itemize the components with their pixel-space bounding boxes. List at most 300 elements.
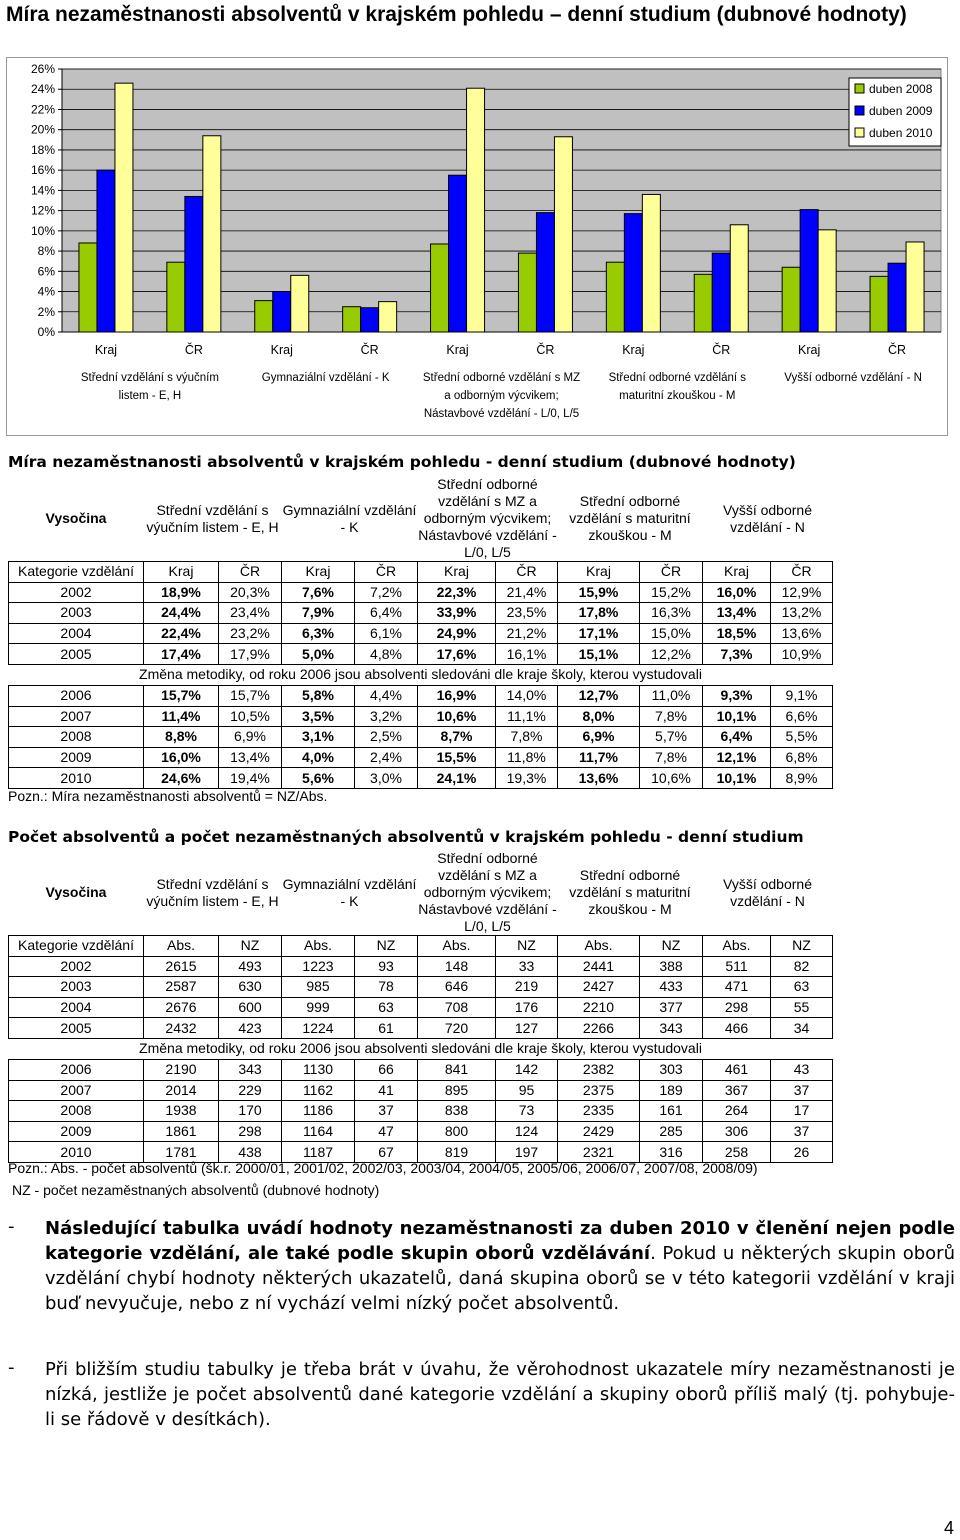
page-title: Míra nezaměstnanosti absolventů v krajském pohledu – denní studium (dubnové hodnoty) xyxy=(6,3,907,26)
bar-duben-2008-4 xyxy=(343,307,361,332)
value-cell: 306 xyxy=(703,1121,771,1142)
region-label: Vysočina xyxy=(45,884,107,900)
value-cell: 5,6% xyxy=(282,768,355,789)
value-cell: 10,1% xyxy=(703,768,771,789)
value-cell: 895 xyxy=(418,1080,496,1101)
value-cell: 41 xyxy=(355,1080,418,1101)
year-cell: 2007 xyxy=(9,706,144,727)
y-tick-label: 18% xyxy=(30,142,55,157)
value-cell: 6,4% xyxy=(355,603,418,624)
value-cell: 4,4% xyxy=(355,685,418,706)
table-row xyxy=(9,1121,833,1142)
value-cell: 10,5% xyxy=(219,706,282,727)
table-row xyxy=(9,1059,833,1080)
value-cell: 10,6% xyxy=(418,706,496,727)
year-cell: 2006 xyxy=(9,685,144,706)
y-tick-label: 14% xyxy=(30,183,55,198)
value-cell: 841 xyxy=(418,1059,496,1080)
value-cell: 15,5% xyxy=(418,747,496,768)
bar-duben-2009-6 xyxy=(536,213,554,332)
value-cell: 17 xyxy=(771,1101,833,1122)
bar-duben-2009-8 xyxy=(712,253,730,332)
value-cell: 33 xyxy=(496,956,558,977)
y-tick-label: 6% xyxy=(37,264,55,279)
subheader-cell: Kraj xyxy=(144,562,219,583)
value-cell: 600 xyxy=(219,997,282,1018)
value-cell: 124 xyxy=(496,1121,558,1142)
value-cell: 93 xyxy=(355,956,418,977)
bar-duben-2009-5 xyxy=(449,175,467,332)
group-header: Gymnaziální vzdělání - K xyxy=(282,875,417,909)
year-cell: 2005 xyxy=(9,644,144,665)
category-label: ČR xyxy=(712,343,731,357)
chart-frame xyxy=(6,57,948,436)
bar-duben-2009-1 xyxy=(97,170,115,332)
value-cell: 23,5% xyxy=(496,603,558,624)
value-cell: 43 xyxy=(771,1059,833,1080)
table-row xyxy=(9,603,833,624)
value-cell: 61 xyxy=(355,1018,418,1039)
subheader-cell: Kategorie vzdělání xyxy=(9,936,144,957)
value-cell: 8,7% xyxy=(418,727,496,748)
year-cell: 2004 xyxy=(9,997,144,1018)
bar-duben-2010-2 xyxy=(203,136,221,332)
value-cell: 23,4% xyxy=(219,603,282,624)
value-cell: 10,9% xyxy=(771,644,833,665)
bar-duben-2010-7 xyxy=(642,194,660,332)
subheader-cell: NZ xyxy=(219,936,282,957)
value-cell: 433 xyxy=(640,977,703,998)
value-cell: 2375 xyxy=(558,1080,640,1101)
year-cell: 2008 xyxy=(9,1101,144,1122)
value-cell: 2676 xyxy=(144,997,219,1018)
value-cell: 13,6% xyxy=(558,768,640,789)
value-cell: 82 xyxy=(771,956,833,977)
value-cell: 5,8% xyxy=(282,685,355,706)
group-header: Vyšší odborné vzdělání - N xyxy=(723,501,812,535)
group-label: Střední odborné vzdělání s xyxy=(608,372,747,384)
legend-swatch xyxy=(855,106,864,115)
value-cell: 63 xyxy=(771,977,833,998)
value-cell: 9,3% xyxy=(703,685,771,706)
value-cell: 2335 xyxy=(558,1101,640,1122)
group-label: Vyšší odborné vzdělání - N xyxy=(784,372,922,384)
value-cell: 37 xyxy=(355,1101,418,1122)
table-row xyxy=(9,997,833,1018)
table2-title: Počet absolventů a počet nezaměstnaných absolventů v krajském pohledu - denní studium xyxy=(8,828,804,846)
value-cell: 2,4% xyxy=(355,747,418,768)
value-cell: 16,0% xyxy=(144,747,219,768)
bar-duben-2009-4 xyxy=(361,308,379,332)
bar-duben-2008-2 xyxy=(167,262,185,332)
table-row xyxy=(9,956,833,977)
value-cell: 11,8% xyxy=(496,747,558,768)
table1-title: Míra nezaměstnanosti absolventů v krajském pohledu - denní studium (dubnové hodnoty) xyxy=(8,453,796,471)
group-label: Gymnaziální vzdělání - K xyxy=(261,372,390,384)
value-cell: 2587 xyxy=(144,977,219,998)
y-tick-label: 2% xyxy=(37,304,55,319)
bar-duben-2008-8 xyxy=(694,274,712,332)
value-cell: 73 xyxy=(496,1101,558,1122)
value-cell: 26 xyxy=(771,1142,833,1163)
value-cell: 7,9% xyxy=(282,603,355,624)
subheader-cell: Abs. xyxy=(282,936,355,957)
value-cell: 999 xyxy=(282,997,355,1018)
year-cell: 2010 xyxy=(9,768,144,789)
y-tick-label: 12% xyxy=(30,203,55,218)
bar-duben-2009-9 xyxy=(800,210,818,332)
table-row xyxy=(9,727,833,748)
value-cell: 95 xyxy=(496,1080,558,1101)
value-cell: 7,6% xyxy=(282,582,355,603)
value-cell: 67 xyxy=(355,1142,418,1163)
year-cell: 2005 xyxy=(9,1018,144,1039)
value-cell: 197 xyxy=(496,1142,558,1163)
value-cell: 24,4% xyxy=(144,603,219,624)
value-cell: 12,2% xyxy=(640,644,703,665)
value-cell: 15,1% xyxy=(558,644,640,665)
methodology-note-row xyxy=(9,1038,833,1059)
group-header: Střední vzdělání s výučním listem - E, H xyxy=(146,875,279,909)
year-cell: 2003 xyxy=(9,977,144,998)
legend-swatch xyxy=(855,128,864,137)
value-cell: 720 xyxy=(418,1018,496,1039)
value-cell: 22,4% xyxy=(144,623,219,644)
value-cell: 148 xyxy=(418,956,496,977)
value-cell: 630 xyxy=(219,977,282,998)
bar-duben-2008-9 xyxy=(782,267,800,332)
y-tick-label: 4% xyxy=(37,284,55,299)
value-cell: 13,2% xyxy=(771,603,833,624)
legend-label: duben 2010 xyxy=(869,126,933,140)
value-cell: 3,0% xyxy=(355,768,418,789)
value-cell: 13,4% xyxy=(703,603,771,624)
value-cell: 12,7% xyxy=(558,685,640,706)
value-cell: 16,1% xyxy=(496,644,558,665)
value-cell: 6,1% xyxy=(355,623,418,644)
value-cell: 12,1% xyxy=(703,747,771,768)
value-cell: 8,8% xyxy=(144,727,219,748)
subheader-cell: Abs. xyxy=(418,936,496,957)
value-cell: 19,3% xyxy=(496,768,558,789)
value-cell: 1861 xyxy=(144,1121,219,1142)
value-cell: 2615 xyxy=(144,956,219,977)
value-cell: 367 xyxy=(703,1080,771,1101)
table-row xyxy=(9,977,833,998)
value-cell: 19,4% xyxy=(219,768,282,789)
value-cell: 11,0% xyxy=(640,685,703,706)
category-label: ČR xyxy=(536,343,555,357)
year-cell: 2007 xyxy=(9,1080,144,1101)
subheader-cell: Abs. xyxy=(703,936,771,957)
value-cell: 161 xyxy=(640,1101,703,1122)
paragraph-2 xyxy=(45,1357,955,1432)
value-cell: 7,8% xyxy=(496,727,558,748)
subheader-cell: NZ xyxy=(355,936,418,957)
value-cell: 24,6% xyxy=(144,768,219,789)
unemployment-rate-table xyxy=(8,476,833,789)
value-cell: 264 xyxy=(703,1101,771,1122)
value-cell: 2014 xyxy=(144,1080,219,1101)
value-cell: 18,9% xyxy=(144,582,219,603)
value-cell: 343 xyxy=(640,1018,703,1039)
legend-label: duben 2009 xyxy=(869,104,933,118)
bar-duben-2008-7 xyxy=(606,262,624,332)
paragraph-2-text: Při bližším studiu tabulky je třeba brát v úvahu, že věrohodnost ukazatele míry nezaměstnanosti je nízká, jestliže je počet absolventů dané kategorie vzdělání a skupiny oborů příliš malý (tj. pohybuje-li se řádově v desítkách). xyxy=(45,1359,955,1430)
group-header: Střední odborné vzdělání s maturitní zkouškou - M xyxy=(569,493,691,543)
subheader-cell: ČR xyxy=(219,562,282,583)
paragraph-1 xyxy=(45,1216,955,1316)
subheader-cell: Kraj xyxy=(558,562,640,583)
value-cell: 285 xyxy=(640,1121,703,1142)
bar-duben-2009-2 xyxy=(185,196,203,332)
table2-footnote-1: Pozn.: Abs. - počet absolventů (šk.r. 2000/01, 2001/02, 2002/03, 2003/04, 2004/05, 2005/06, 2006/07, 2007/08, 2008/09) xyxy=(8,1160,758,1176)
value-cell: 11,1% xyxy=(496,706,558,727)
value-cell: 14,0% xyxy=(496,685,558,706)
value-cell: 9,1% xyxy=(771,685,833,706)
value-cell: 493 xyxy=(219,956,282,977)
subheader-cell: NZ xyxy=(640,936,703,957)
value-cell: 15,9% xyxy=(558,582,640,603)
table-row xyxy=(9,582,833,603)
value-cell: 16,3% xyxy=(640,603,703,624)
value-cell: 377 xyxy=(640,997,703,1018)
value-cell: 2,5% xyxy=(355,727,418,748)
group-header: Gymnaziální vzdělání - K xyxy=(282,501,417,535)
y-tick-label: 16% xyxy=(30,163,55,178)
year-cell: 2009 xyxy=(9,747,144,768)
subheader-cell: Kraj xyxy=(282,562,355,583)
value-cell: 646 xyxy=(418,977,496,998)
value-cell: 18,5% xyxy=(703,623,771,644)
subheader-row xyxy=(9,562,833,583)
subheader-cell: Abs. xyxy=(144,936,219,957)
value-cell: 24,9% xyxy=(418,623,496,644)
subheader-cell: NZ xyxy=(771,936,833,957)
value-cell: 5,7% xyxy=(640,727,703,748)
y-tick-label: 22% xyxy=(30,102,55,117)
value-cell: 10,1% xyxy=(703,706,771,727)
value-cell: 819 xyxy=(418,1142,496,1163)
methodology-note: Změna metodiky, od roku 2006 jsou absolventi sledováni dle kraje školy, kterou vystudovali xyxy=(9,1038,833,1059)
value-cell: 461 xyxy=(703,1059,771,1080)
y-tick-label: 24% xyxy=(30,82,55,97)
value-cell: 12,9% xyxy=(771,582,833,603)
value-cell: 11,4% xyxy=(144,706,219,727)
value-cell: 3,5% xyxy=(282,706,355,727)
group-label: maturitní zkouškou - M xyxy=(619,390,736,402)
subheader-cell: ČR xyxy=(640,562,703,583)
value-cell: 17,9% xyxy=(219,644,282,665)
table-row xyxy=(9,747,833,768)
value-cell: 6,3% xyxy=(282,623,355,644)
value-cell: 13,6% xyxy=(771,623,833,644)
group-header: Střední vzdělání s výučním listem - E, H xyxy=(146,501,279,535)
value-cell: 13,4% xyxy=(219,747,282,768)
page-number: 4 xyxy=(943,1518,954,1538)
value-cell: 316 xyxy=(640,1142,703,1163)
value-cell: 17,6% xyxy=(418,644,496,665)
value-cell: 1162 xyxy=(282,1080,355,1101)
value-cell: 2321 xyxy=(558,1142,640,1163)
legend-label: duben 2008 xyxy=(869,82,933,96)
bar-duben-2008-10 xyxy=(870,276,888,332)
value-cell: 1223 xyxy=(282,956,355,977)
value-cell: 142 xyxy=(496,1059,558,1080)
group-header: Vyšší odborné vzdělání - N xyxy=(723,875,812,909)
value-cell: 2427 xyxy=(558,977,640,998)
value-cell: 3,1% xyxy=(282,727,355,748)
value-cell: 985 xyxy=(282,977,355,998)
bar-duben-2008-5 xyxy=(431,244,449,332)
bar-duben-2010-9 xyxy=(818,230,836,332)
value-cell: 10,6% xyxy=(640,768,703,789)
category-label: Kraj xyxy=(270,343,293,357)
category-label: Kraj xyxy=(94,343,118,357)
value-cell: 2210 xyxy=(558,997,640,1018)
value-cell: 47 xyxy=(355,1121,418,1142)
group-label: Střední vzdělání s výučním xyxy=(80,372,219,384)
header-row xyxy=(9,850,833,936)
table-row xyxy=(9,768,833,789)
legend-swatch xyxy=(855,84,864,93)
y-tick-label: 8% xyxy=(37,244,55,259)
year-cell: 2003 xyxy=(9,603,144,624)
value-cell: 298 xyxy=(703,997,771,1018)
value-cell: 5,0% xyxy=(282,644,355,665)
value-cell: 37 xyxy=(771,1080,833,1101)
value-cell: 21,4% xyxy=(496,582,558,603)
value-cell: 438 xyxy=(219,1142,282,1163)
value-cell: 16,9% xyxy=(418,685,496,706)
bullet-dash-1: - xyxy=(8,1216,15,1237)
value-cell: 471 xyxy=(703,977,771,998)
value-cell: 2441 xyxy=(558,956,640,977)
value-cell: 6,4% xyxy=(703,727,771,748)
value-cell: 2266 xyxy=(558,1018,640,1039)
value-cell: 6,9% xyxy=(219,727,282,748)
paragraph-1-rest: . Pokud u některých skupin oborů vzdělání chybí hodnoty některých ukazatelů, daná skupina oborů se v této kategorii vzdělání v kraji buď nevyučuje, nebo z ní vychází velmi nízký počet absolventů. xyxy=(45,1243,955,1314)
y-tick-label: 26% xyxy=(30,62,55,76)
header-row xyxy=(9,476,833,562)
value-cell: 17,4% xyxy=(144,644,219,665)
table-row xyxy=(9,1018,833,1039)
value-cell: 1187 xyxy=(282,1142,355,1163)
value-cell: 258 xyxy=(703,1142,771,1163)
value-cell: 1781 xyxy=(144,1142,219,1163)
table2-footnote-2: NZ - počet nezaměstnaných absolventů (dubnové hodnoty) xyxy=(12,1182,380,1198)
value-cell: 21,2% xyxy=(496,623,558,644)
value-cell: 24,1% xyxy=(418,768,496,789)
table-row xyxy=(9,1101,833,1122)
value-cell: 8,9% xyxy=(771,768,833,789)
value-cell: 303 xyxy=(640,1059,703,1080)
year-cell: 2002 xyxy=(9,582,144,603)
value-cell: 343 xyxy=(219,1059,282,1080)
value-cell: 11,7% xyxy=(558,747,640,768)
value-cell: 5,5% xyxy=(771,727,833,748)
value-cell: 219 xyxy=(496,977,558,998)
bar-duben-2008-1 xyxy=(79,243,97,332)
y-tick-label: 10% xyxy=(30,223,55,238)
subheader-cell: Kategorie vzdělání xyxy=(9,562,144,583)
value-cell: 2432 xyxy=(144,1018,219,1039)
value-cell: 189 xyxy=(640,1080,703,1101)
methodology-note: Změna metodiky, od roku 2006 jsou absolventi sledováni dle kraje školy, kterou vystudovali xyxy=(9,664,833,685)
bar-duben-2009-10 xyxy=(888,263,906,332)
value-cell: 7,3% xyxy=(703,644,771,665)
value-cell: 3,2% xyxy=(355,706,418,727)
value-cell: 6,6% xyxy=(771,706,833,727)
bar-chart xyxy=(7,58,947,435)
value-cell: 388 xyxy=(640,956,703,977)
paragraph-1-bold: Následující tabulka uvádí hodnoty nezaměstnanosti za duben 2010 v členění nejen podle kategorie vzdělání, ale také podle skupin oborů vzdělávání xyxy=(45,1218,955,1264)
value-cell: 22,3% xyxy=(418,582,496,603)
graduates-count-table xyxy=(8,850,833,1163)
year-cell: 2009 xyxy=(9,1121,144,1142)
category-label: Kraj xyxy=(798,343,821,357)
subheader-cell: Kraj xyxy=(418,562,496,583)
group-header: Střední odborné vzdělání s maturitní zkouškou - M xyxy=(569,867,691,917)
subheader-cell: Abs. xyxy=(558,936,640,957)
subheader-cell: Kraj xyxy=(703,562,771,583)
value-cell: 2429 xyxy=(558,1121,640,1142)
value-cell: 16,0% xyxy=(703,582,771,603)
group-label: Střední odborné vzdělání s MZ xyxy=(422,372,581,384)
value-cell: 2190 xyxy=(144,1059,219,1080)
group-header: Střední odborné vzdělání s MZ a odborným výcvikem; Nástavbové vzdělání - L/0, L/5 xyxy=(418,476,557,560)
subheader-cell: ČR xyxy=(496,562,558,583)
value-cell: 4,0% xyxy=(282,747,355,768)
value-cell: 78 xyxy=(355,977,418,998)
value-cell: 15,0% xyxy=(640,623,703,644)
subheader-cell: ČR xyxy=(771,562,833,583)
value-cell: 6,9% xyxy=(558,727,640,748)
year-cell: 2010 xyxy=(9,1142,144,1163)
table1-footnote: Pozn.: Míra nezaměstnanosti absolventů = NZ/Abs. xyxy=(8,788,328,804)
value-cell: 170 xyxy=(219,1101,282,1122)
value-cell: 7,8% xyxy=(640,747,703,768)
methodology-note-row xyxy=(9,664,833,685)
value-cell: 33,9% xyxy=(418,603,496,624)
year-cell: 2008 xyxy=(9,727,144,748)
bar-duben-2010-5 xyxy=(467,88,485,332)
value-cell: 838 xyxy=(418,1101,496,1122)
bar-duben-2009-3 xyxy=(273,292,291,332)
value-cell: 63 xyxy=(355,997,418,1018)
value-cell: 15,7% xyxy=(219,685,282,706)
value-cell: 176 xyxy=(496,997,558,1018)
subheader-cell: ČR xyxy=(355,562,418,583)
table-row xyxy=(9,1080,833,1101)
value-cell: 423 xyxy=(219,1018,282,1039)
value-cell: 127 xyxy=(496,1018,558,1039)
bar-duben-2010-3 xyxy=(291,275,309,332)
value-cell: 17,1% xyxy=(558,623,640,644)
value-cell: 1164 xyxy=(282,1121,355,1142)
group-header: Střední odborné vzdělání s MZ a odborným výcvikem; Nástavbové vzdělání - L/0, L/5 xyxy=(418,850,557,934)
value-cell: 229 xyxy=(219,1080,282,1101)
y-tick-label: 20% xyxy=(30,122,55,137)
table-row xyxy=(9,685,833,706)
value-cell: 298 xyxy=(219,1121,282,1142)
value-cell: 4,8% xyxy=(355,644,418,665)
value-cell: 15,2% xyxy=(640,582,703,603)
value-cell: 708 xyxy=(418,997,496,1018)
value-cell: 7,8% xyxy=(640,706,703,727)
bar-duben-2010-10 xyxy=(906,242,924,332)
bar-duben-2008-6 xyxy=(518,253,536,332)
